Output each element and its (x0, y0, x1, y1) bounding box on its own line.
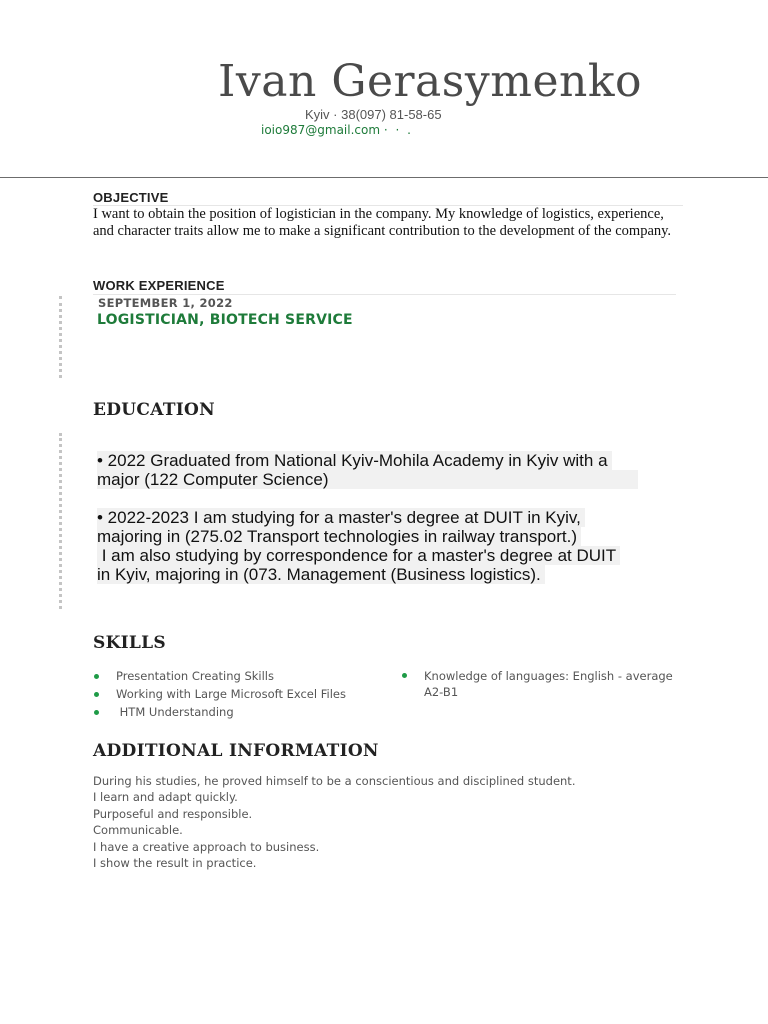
work-experience-dotted-bar (59, 296, 62, 378)
contact-line: Kyiv · 38(097) 81-58-65 (305, 107, 442, 122)
education-line: major (122 Computer Science) (97, 470, 638, 489)
objective-heading: OBJECTIVE (93, 190, 169, 205)
additional-information-line: During his studies, he proved himself to be a conscientious and disciplined student. (93, 774, 576, 788)
work-experience-heading: WORK EXPERIENCE (93, 278, 225, 293)
job-date: SEPTEMBER 1, 2022 (98, 296, 233, 310)
additional-information-heading: ADDITIONAL INFORMATION (93, 741, 379, 761)
education-line: majoring in (275.02 Transport technologies in railway transport.) (97, 527, 620, 546)
additional-information-text (93, 773, 713, 871)
additional-information-line: I show the result in practice. (93, 856, 257, 871)
work-experience-divider (93, 294, 676, 295)
email-suffix: · · . (383, 123, 413, 137)
bullet-icon (94, 710, 99, 715)
objective-text: I want to obtain the position of logistician in the company. My knowledge of logistics, experience, and character traits allow me to make a significant contribution to the development of the company. (93, 206, 672, 239)
email-line (261, 123, 413, 137)
bullet-icon (402, 673, 407, 678)
bullet-icon (94, 674, 99, 679)
email-link[interactable]: ioio987@gmail.com (261, 123, 381, 137)
header-divider (0, 177, 768, 178)
education-line: • 2022-2023 I am studying for a master's degree at DUIT in Kyiv, (97, 508, 620, 527)
education-line: I am also studying by correspondence for a master's degree at DUIT (97, 546, 620, 565)
additional-information-line: Communicable. (93, 823, 183, 838)
job-title: LOGISTICIAN, BIOTECH SERVICE (97, 312, 353, 328)
education-entry-2 (97, 508, 620, 584)
candidate-name: Ivan Gerasymenko (218, 56, 642, 107)
skill-item: Presentation Creating Skills (116, 669, 274, 683)
additional-information-line: I have a creative approach to business. (93, 839, 320, 854)
additional-information-line: I learn and adapt quickly. (93, 790, 238, 805)
additional-information-line: Purposeful and responsible. (93, 806, 253, 821)
skill-item: Working with Large Microsoft Excel Files (116, 687, 346, 701)
skill-item: HTM Understanding (116, 705, 234, 719)
skills-heading: SKILLS (93, 633, 166, 653)
education-heading: EDUCATION (93, 400, 215, 420)
education-entry-1 (97, 451, 638, 489)
skill-item: Knowledge of languages: English - average A2-B1 (424, 669, 673, 699)
education-line: • 2022 Graduated from National Kyiv-Mohila Academy in Kyiv with a (97, 451, 638, 470)
bullet-icon (94, 692, 99, 697)
education-dotted-bar (59, 433, 62, 609)
education-line: in Kyiv, majoring in (073. Management (Business logistics). (97, 565, 620, 584)
